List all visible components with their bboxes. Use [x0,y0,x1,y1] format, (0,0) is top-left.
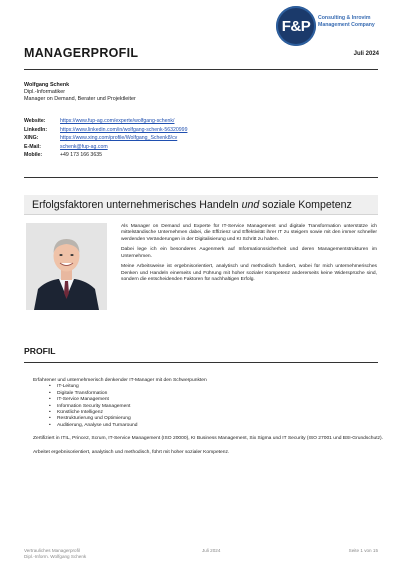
footer-doc-title: Vertrauliches Managerprofil [24,548,80,553]
footer-date: Juli 2024 [202,548,221,553]
contact-list [24,117,187,160]
fp-logo-mark: F&P [276,6,316,46]
closing-text: Arbeitet ergebnisorientiert, analytisch und methodisch, führt mit hoher sozialer Kompetenz. [33,449,230,455]
mobile-number: +49 173 166 3635 [60,152,102,159]
contact-row-email [24,143,187,152]
footer-left [24,548,86,560]
portrait-photo [26,223,107,310]
contact-label: E-Mail: [24,143,42,150]
list-item: • Information Security Management [49,404,383,410]
linkedin-link[interactable]: https://www.linkedin.com/in/wolfgang-schenk-56320999 [60,126,188,133]
profile-lead: Erfahrener und unternehmerisch denkender IT-Manager mit den Schwerpunkten [33,378,207,383]
contact-label: Mobile: [24,152,43,159]
header-divider [24,69,378,70]
intro-paragraph: Dabei lege ich ein besonderes Augenmerk auf Informationssicherheit und deren Managementstrukturen im Unternehmen. [121,247,377,259]
list-item: • Restrukturierung und Optimierung [49,416,383,422]
contact-divider [24,177,378,178]
company-logo [276,6,391,46]
xing-link[interactable]: https://www.xing.com/profile/Wolfgang_Schenk8/cv [60,135,178,142]
header-date: Juli 2024 [353,51,379,57]
person-degree: Dipl.-Informatiker [24,89,66,96]
profile-divider [24,362,378,363]
logo-tagline-line1: Consulting & Inrovim [318,15,371,21]
contact-label: LinkedIn: [24,126,48,133]
certifications-text: Zertifiziert in ITIL, Prince2, Scrum, IT-Service Management (ISO 20000), KI Business Management, Six Sigma und IT Security (ISO 27001 und BSI-Grundschutz). [33,436,384,442]
focus-list [33,384,383,429]
profile-heading: PROFIL [24,346,56,356]
contact-row-mobile [24,151,187,160]
list-item: • Auditierung, Analyse und Turnaround [49,423,383,429]
person-name: Wolfgang Schenk [24,82,70,88]
page-title: MANAGERPROFIL [24,46,139,60]
section-banner [24,195,378,215]
email-link[interactable]: schenk@fup-ag.com [60,143,108,150]
list-item: • IT-Service Management [49,397,383,403]
profile-section [33,378,383,456]
list-item: • IT-Leitung [49,384,383,390]
banner-text-emphasis: und [241,199,260,211]
list-item: • Künstliche Intelligenz [49,410,383,416]
logo-tagline-line2: Management Company [318,21,375,28]
contact-row-linkedin [24,126,187,135]
person-role: Manager on Demand, Berater und Projektleiter [24,96,136,103]
banner-text-part2: soziale Kompetenz [259,199,352,211]
list-item: • Digitale Transformation [49,391,383,397]
logo-tagline [318,15,375,28]
intro-text [121,224,377,288]
footer-author: Dipl.-Inform. Wolfgang Schenk [24,553,87,559]
spacer [33,443,383,450]
contact-row-website [24,117,187,126]
contact-row-xing [24,134,187,143]
contact-label: XING: [24,135,39,142]
contact-label: Website: [24,118,46,124]
banner-text-part1: Erfolgsfaktoren unternehmerisches Handeln [32,199,242,211]
person-block [24,82,136,104]
intro-paragraph: Meine Arbeitsweise ist ergebnisorientiert, analytisch und methodisch fundiert, wobei für mich unternehmerisches Denken und Handeln einerseits und Führung mit hoher sozialer Kompetenz andererseits keine Widersprüche sind, sondern die entscheidenden Faktoren für nachhaltigen Erfolg. [121,264,377,283]
website-link[interactable]: https://www.fup-ag.com/experte/wolfgang-schenk/ [60,118,175,124]
intro-paragraph: Als Manager on Demand und Experte für IT-Service Management und digitale Transformation unterstütze ich mittelständische Unternehmen dabei, die Effizienz und Effektivität ihrer IT zu steigern sowie mit den immer schneller werdenden Veränderungen in der Digitalisierung und KI Schritt zu halten. [121,224,377,242]
footer-page-number: Seite 1 von 15 [348,548,378,553]
